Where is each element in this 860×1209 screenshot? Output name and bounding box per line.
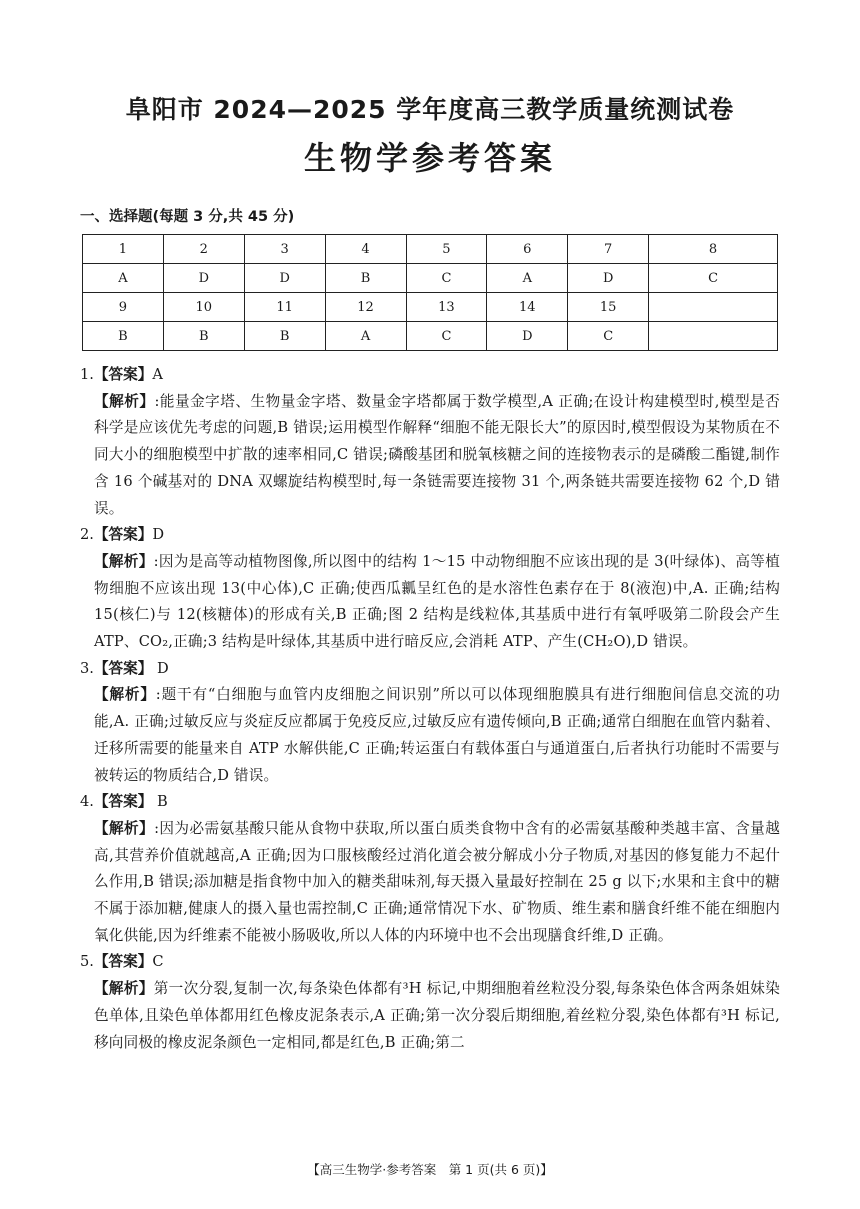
answer-row [83, 322, 778, 351]
question-number: 3. [80, 659, 94, 677]
explanation-paragraph [94, 976, 780, 1056]
answer-cell: C [406, 264, 487, 293]
question-number-cell: 11 [244, 293, 325, 322]
answer-cell: C [406, 322, 487, 351]
answer-cell: B [325, 264, 406, 293]
question-item [80, 949, 780, 1056]
answer-table [82, 234, 778, 351]
answer-cell: D [487, 322, 568, 351]
answer-tag: 【答案】 [93, 953, 153, 971]
question-number: 2. [80, 526, 94, 544]
answer-line [80, 789, 780, 816]
answer-value: C [152, 953, 164, 971]
answer-line [80, 949, 780, 976]
question-number-cell: 8 [649, 235, 778, 264]
answer-cell [649, 322, 778, 351]
answer-cell: A [487, 264, 568, 293]
question-number-cell: 5 [406, 235, 487, 264]
question-number-cell [649, 293, 778, 322]
question-number-row [83, 293, 778, 322]
question-number-cell: 9 [83, 293, 164, 322]
explanation-text: :能量金字塔、生物量金字塔、数量金字塔都属于数学模型,A 正确;在设计构建模型时,模型是否科学是应该优先考虑的问题,B 错误;运用模型作解释“细胞不能无限长大”的原因时,模型假设为某物质在不同大小的细胞模型中扩散的速率相同,C 错误;磷酸基团和脱氧核糖之间的连接物表示的是磷酸二酯键,制作含 16 个碱基对的 DNA 双螺旋结构模型时,每一条链需要连接物 31 个,两条链共需要连接物 62 个,D 错误。 [94, 392, 780, 517]
question-number-cell: 15 [568, 293, 649, 322]
question-number-cell: 12 [325, 293, 406, 322]
explanation-tag: 【解析】 [94, 392, 155, 410]
question-number-cell: 4 [325, 235, 406, 264]
question-list [80, 362, 780, 1056]
question-number-cell: 14 [487, 293, 568, 322]
question-number-cell: 7 [568, 235, 649, 264]
explanation-paragraph [94, 816, 780, 950]
page-footer: 【高三生物学·参考答案 第 1 页(共 6 页)】 [307, 1162, 553, 1177]
explanation-paragraph [94, 389, 780, 523]
question-number-cell: 3 [244, 235, 325, 264]
answer-cell: A [83, 264, 164, 293]
answer-tag: 【答案】 [93, 526, 153, 544]
question-number: 4. [80, 793, 94, 811]
answer-line [80, 522, 780, 549]
answer-value: A [152, 366, 163, 383]
answer-value: B [152, 793, 168, 811]
explanation-paragraph [94, 549, 780, 656]
section-heading: 一、选择题(每题 3 分,共 45 分) [80, 209, 295, 225]
question-number-cell: 13 [406, 293, 487, 322]
question-number-cell: 6 [487, 235, 568, 264]
question-number-cell: 1 [83, 235, 164, 264]
question-number-cell: 10 [163, 293, 244, 322]
answer-cell: C [568, 322, 649, 351]
answer-cell: B [163, 322, 244, 351]
question-item [80, 362, 780, 522]
answer-tag: 【答案】 [93, 793, 153, 811]
explanation-text: :题干有“白细胞与血管内皮细胞之间识别”所以可以体现细胞膜具有进行细胞间信息交流的功能,A. 正确;过敏反应与炎症反应都属于免疫反应,过敏反应有遗传倾向,B 正确;通常白细胞在血管内黏着、迁移所需要的能量来自 ATP 水解供能,C 正确;转运蛋白有载体蛋白与通道蛋白,后者执行功能时不需要与被转运的物质结合,D 错误。 [94, 686, 780, 784]
explanation-tag: 【解析】 [94, 686, 156, 704]
question-number: 5. [80, 953, 94, 971]
answer-key-title: 生物学参考答案 [303, 139, 556, 177]
answer-value: D [152, 659, 169, 677]
answer-cell: C [649, 264, 778, 293]
question-item [80, 789, 780, 949]
explanation-text: 第一次分裂,复制一次,每条染色体都有³H 标记,中期细胞着丝粒没分裂,每条染色体含两条姐妹染色单体,且染色单体都用红色橡皮泥条表示,A 正确;第一次分裂后期细胞,着丝粒分裂,染色体都有³H 标记,移向同极的橡皮泥条颜色一定相同,都是红色,B 正确;第二 [94, 980, 780, 1051]
answer-cell: D [244, 264, 325, 293]
explanation-text: :因为必需氨基酸只能从食物中获取,所以蛋白质类食物中含有的必需氨基酸种类越丰富、含量越高,其营养价值就越高,A 正确;因为口服核酸经过消化道会被分解成小分子物质,对基因的修复能力不起什么作用,B 错误;添加糖是指食物中加入的糖类甜味剂,每天摄入量最好控制在 25 g 以下;水果和主食中的糖不属于添加糖,健康人的摄入量也需控制,C 正确;通常情况下水、矿物质、维生素和膳食纤维不能在细胞内氧化供能,因为纤维素不能被小肠吸收,所以人体的内环境中也不会出现膳食纤维,D 正确。 [94, 819, 780, 944]
answer-value: D [152, 526, 165, 544]
answer-tag: 【答案】 [93, 366, 153, 383]
answer-line [80, 656, 780, 683]
answer-cell: A [325, 322, 406, 351]
answer-line [80, 362, 780, 389]
question-number-cell: 2 [163, 235, 244, 264]
explanation-tag: 【解析】 [94, 819, 155, 837]
answer-cell: B [244, 322, 325, 351]
answer-cell: D [568, 264, 649, 293]
question-item [80, 522, 780, 656]
explanation-tag: 【解析】 [94, 552, 154, 570]
question-number: 1. [80, 366, 94, 383]
explanation-text: :因为是高等动植物图像,所以图中的结构 1～15 中动物细胞不应该出现的是 3(叶绿体)、高等植物细胞不应该出现 13(中心体),C 正确;使西瓜瓤呈红色的是水溶性色素存在于 8(液泡)中,A. 正确;结构 15(核仁)与 12(核糖体)的形成有关,B 正确;图 2 结构是线粒体,其基质中进行有氧呼吸第二阶段会产生 ATP、CO₂,正确;3 结构是叶绿体,其基质中进行暗反应,会消耗 ATP、产生(CH₂O),D 错误。 [94, 552, 780, 651]
question-number-row [83, 235, 778, 264]
explanation-tag: 【解析】 [94, 980, 154, 998]
answer-cell: B [83, 322, 164, 351]
explanation-paragraph [94, 682, 780, 789]
exam-title: 阜阳市 2024—2025 学年度高三教学质量统测试卷 [125, 95, 735, 124]
answer-tag: 【答案】 [93, 659, 153, 677]
question-item [80, 656, 780, 790]
answer-row [83, 264, 778, 293]
answer-cell: D [163, 264, 244, 293]
